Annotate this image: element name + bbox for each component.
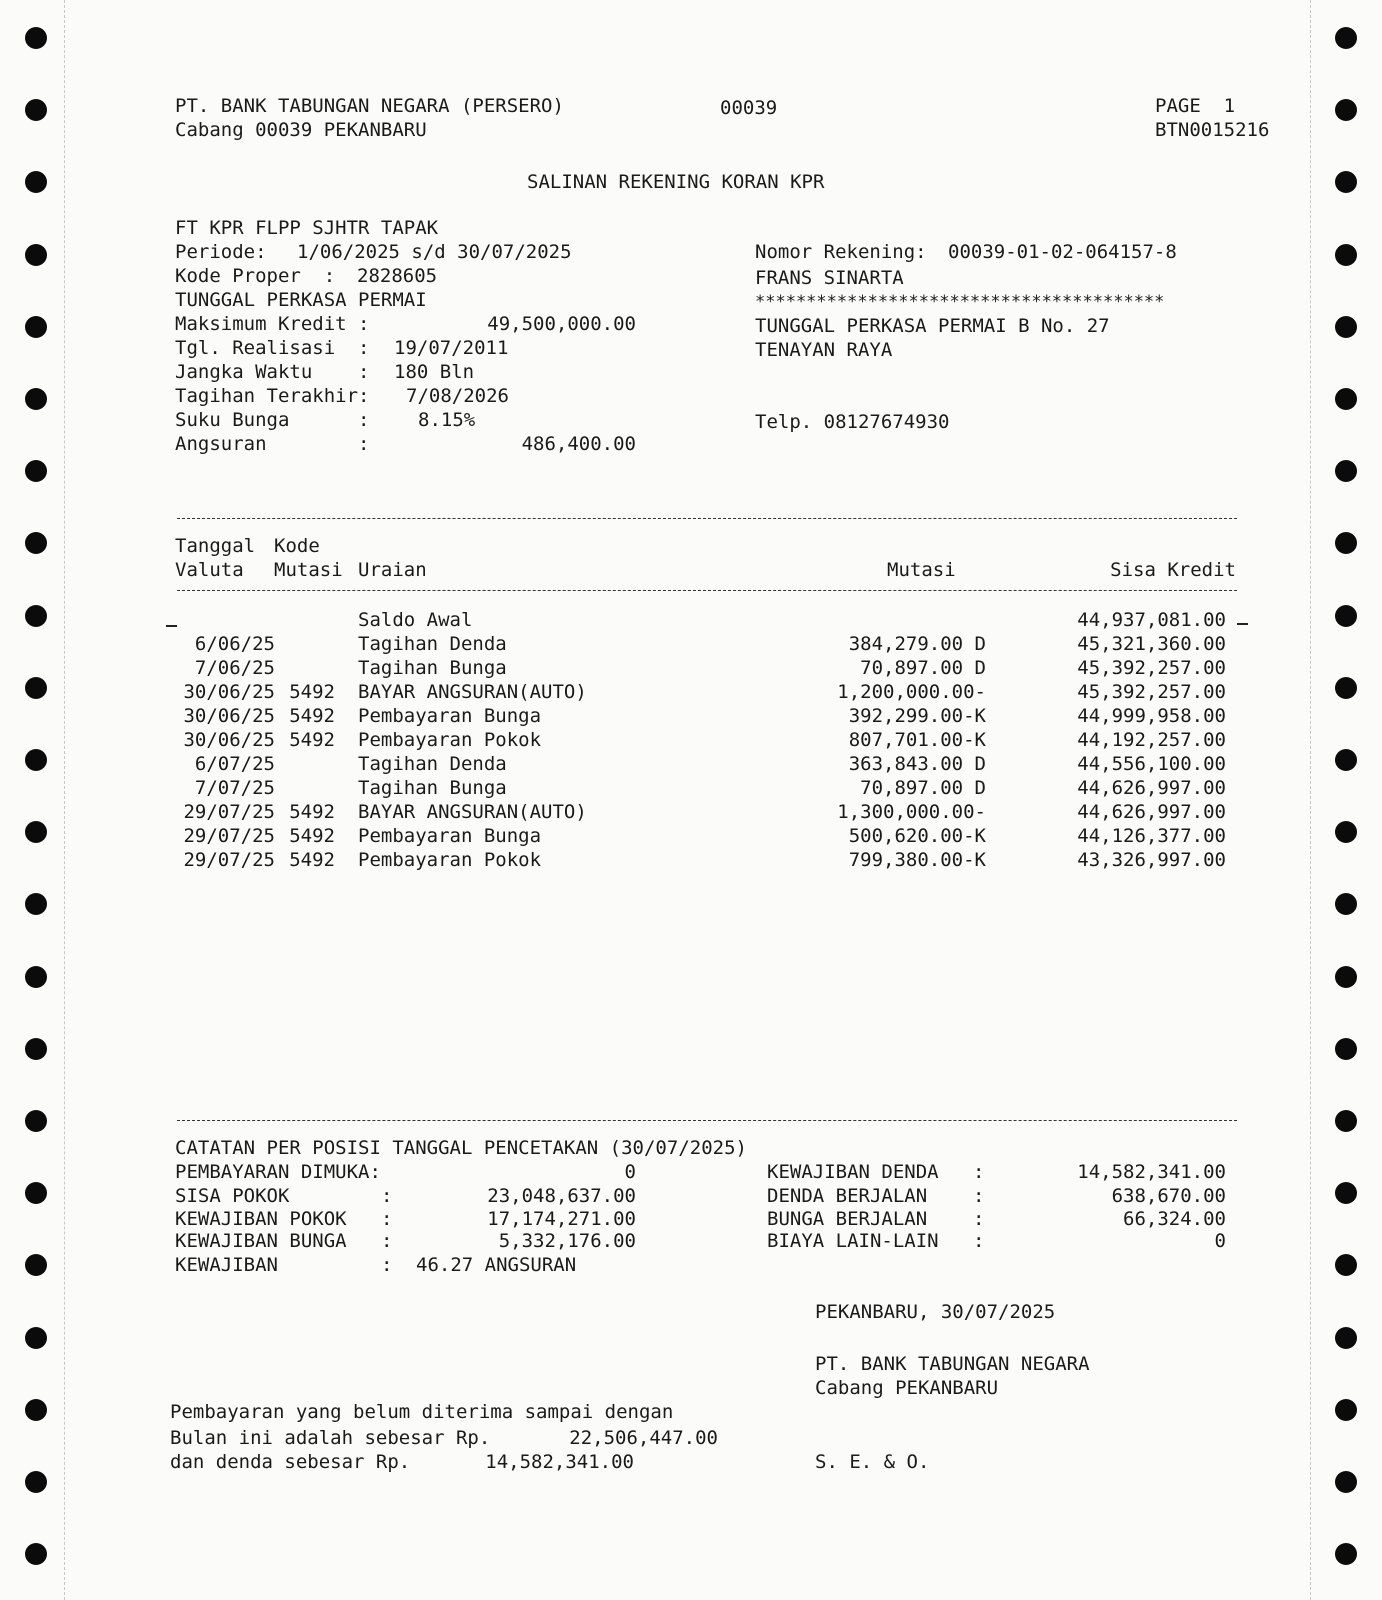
feed-hole-left [25,388,47,410]
table-row [0,800,1382,824]
feed-hole-right [1335,966,1357,988]
row-description: Saldo Awal [358,609,473,631]
row-mutasi: 392,299.00-K [848,705,986,727]
kewajiban-bunga-label: KEWAJIBAN BUNGA [175,1230,347,1252]
sisa-pokok-label: SISA POKOK [175,1185,290,1207]
row-mutasi: 384,279.00 D [848,633,986,655]
row-mutasi: 1,300,000.00- [837,801,986,823]
kewajiban-bunga-colon: : [381,1230,393,1252]
feed-hole-right [1335,244,1357,266]
table-row [0,728,1382,752]
row-mutasi: 500,620.00-K [848,825,986,847]
page-number: PAGE 1 [1155,95,1236,117]
feed-hole-right [1335,1543,1357,1565]
row-date: 29/07/25 [183,849,275,871]
biaya-lain-colon: : [973,1230,985,1252]
feed-hole-right [1335,1399,1357,1421]
feed-hole-left [25,1182,47,1204]
row-code: 5492 [289,705,335,727]
address-line-1: TUNGGAL PERKASA PERMAI B No. 27 [755,315,1110,337]
feed-hole-right [1335,99,1357,121]
feed-hole-left [25,1543,47,1565]
feed-hole-left [25,99,47,121]
denda-berjalan-label: DENDA BERJALAN [767,1185,928,1207]
row-date: 30/06/25 [183,681,275,703]
summary-title: CATATAN PER POSISI TANGGAL PENCETAKAN (30/07/2025) [175,1137,747,1159]
table-row [0,848,1382,872]
table-row [0,632,1382,656]
row-sisa-kredit: 44,626,997.00 [1077,801,1226,823]
address-line-2: TENAYAN RAYA [755,339,893,361]
feed-hole-right [1335,893,1357,915]
row-code: 5492 [289,825,335,847]
suku-bunga-value: 8.15% [418,409,476,431]
feed-hole-right [1335,1182,1357,1204]
col-mutasi: Mutasi [887,559,956,581]
table-top-rule [177,518,1237,519]
feed-hole-right [1335,388,1357,410]
saldo-marker-right [1237,623,1248,625]
kewajiban-denda-label: KEWAJIBAN DENDA [767,1161,939,1183]
tgl-realisasi-value: 19/07/2011 [394,337,509,359]
note-line-2-label: Bulan ini adalah sebesar Rp. [170,1427,491,1449]
row-sisa-kredit: 44,126,377.00 [1077,825,1226,847]
row-code: 5492 [289,849,335,871]
feed-hole-left [25,532,47,554]
col-sisa-kredit: Sisa Kredit [1110,559,1236,581]
row-date: 29/07/25 [183,801,275,823]
table-header-rule [177,590,1237,591]
row-code: 5492 [289,681,335,703]
note-line-3-label: dan denda sebesar Rp. [170,1451,411,1473]
row-sisa-kredit: 44,937,081.00 [1077,609,1226,631]
row-description: Pembayaran Pokok [358,849,542,871]
row-date: 7/06/25 [194,657,275,679]
row-sisa-kredit: 44,626,997.00 [1077,777,1226,799]
feed-hole-right [1335,532,1357,554]
note-line-1: Pembayaran yang belum diterima sampai dengan [170,1401,674,1423]
feed-hole-left [25,966,47,988]
row-date: 6/06/25 [194,633,275,655]
feed-hole-left [25,1254,47,1276]
feed-hole-right [1335,316,1357,338]
kewajiban-pokok-label: KEWAJIBAN POKOK [175,1208,347,1230]
biaya-lain-label: BIAYA LAIN-LAIN [767,1230,939,1252]
angsuran-label: Angsuran : [175,433,370,455]
col-mutasi-code: Mutasi [274,559,343,581]
kewajiban-value: 46.27 ANGSURAN [416,1254,577,1276]
product-name: FT KPR FLPP SJHTR TAPAK [175,217,439,239]
bunga-berjalan-value: 66,324.00 [1123,1208,1226,1230]
row-mutasi: 799,380.00-K [848,849,986,871]
kewajiban-pokok-colon: : [381,1208,393,1230]
bunga-berjalan-colon: : [973,1208,985,1230]
row-date: 29/07/25 [183,825,275,847]
feed-hole-left [25,460,47,482]
row-description: Pembayaran Bunga [358,705,542,727]
row-description: Tagihan Bunga [358,657,507,679]
feed-hole-right [1335,1471,1357,1493]
feed-hole-right [1335,1327,1357,1349]
telephone: Telp. 08127674930 [755,411,950,433]
pembayaran-dimuka-value: 0 [624,1161,636,1183]
saldo-marker-left [166,625,177,627]
feed-hole-left [25,1110,47,1132]
customer-name: FRANS SINARTA [755,267,904,289]
angsuran-value: 486,400.00 [521,433,636,455]
footer-branch: Cabang PEKANBARU [815,1377,999,1399]
project-name: TUNGGAL PERKASA PERMAI [175,289,427,311]
pembayaran-dimuka-label: PEMBAYARAN DIMUKA: [175,1161,381,1183]
tagihan-terakhir-value: 7/08/2026 [406,385,509,407]
kode-proper-value: 2828605 [357,265,438,287]
row-sisa-kredit: 45,392,257.00 [1077,681,1226,703]
bunga-berjalan-label: BUNGA BERJALAN [767,1208,928,1230]
row-date: 30/06/25 [183,705,275,727]
table-row [0,776,1382,800]
row-sisa-kredit: 44,556,100.00 [1077,753,1226,775]
feed-hole-right [1335,27,1357,49]
feed-hole-left [25,1399,47,1421]
row-sisa-kredit: 45,321,360.00 [1077,633,1226,655]
feed-hole-left [25,1327,47,1349]
kewajiban-denda-colon: : [973,1161,985,1183]
sisa-pokok-colon: : [381,1185,393,1207]
feed-hole-right [1335,171,1357,193]
suku-bunga-label: Suku Bunga : [175,409,370,431]
feed-hole-left [25,27,47,49]
note-line-3-value: 14,582,341.00 [485,1451,634,1473]
col-valuta: Valuta [175,559,244,581]
jangka-waktu-label: Jangka Waktu : [175,361,370,383]
masked-field: **************************************** [755,292,1165,312]
place-date: PEKANBARU, 30/07/2025 [815,1301,1056,1323]
row-mutasi: 70,897.00 D [860,777,986,799]
row-description: Pembayaran Bunga [358,825,542,847]
kode-proper-label: Kode Proper : [175,265,336,287]
document-title: SALINAN REKENING KORAN KPR [527,171,825,193]
kewajiban-denda-value: 14,582,341.00 [1077,1161,1226,1183]
feed-hole-right [1335,1038,1357,1060]
row-code: 5492 [289,729,335,751]
table-row [0,656,1382,680]
nomor-rekening-label: Nomor Rekening: [755,241,927,263]
row-date: 7/07/25 [194,777,275,799]
table-row [0,704,1382,728]
branch-code: 00039 [720,97,778,119]
row-description: Tagihan Denda [358,633,507,655]
row-description: BAYAR ANGSURAN(AUTO) [358,801,587,823]
row-sisa-kredit: 43,326,997.00 [1077,849,1226,871]
table-row [0,752,1382,776]
tagihan-terakhir-label: Tagihan Terakhir: [175,385,370,407]
row-sisa-kredit: 44,192,257.00 [1077,729,1226,751]
summary-rule [177,1120,1237,1121]
table-row [0,608,1382,632]
row-description: Tagihan Denda [358,753,507,775]
feed-hole-right [1335,460,1357,482]
col-kode: Kode [274,535,320,557]
row-code: 5492 [289,801,335,823]
sisa-pokok-value: 23,048,637.00 [487,1185,636,1207]
row-sisa-kredit: 44,999,958.00 [1077,705,1226,727]
seo-note: S. E. & O. [815,1451,930,1473]
col-uraian: Uraian [358,559,427,581]
document-code: BTN0015216 [1155,119,1270,141]
row-date: 6/07/25 [194,753,275,775]
feed-hole-left [25,244,47,266]
kewajiban-colon: : [381,1254,393,1276]
row-mutasi: 363,843.00 D [848,753,986,775]
tgl-realisasi-label: Tgl. Realisasi : [175,337,370,359]
col-tanggal: Tanggal [175,535,256,557]
feed-hole-left [25,1038,47,1060]
periode-label: Periode: [175,241,267,263]
denda-berjalan-colon: : [973,1185,985,1207]
feed-hole-left [25,1471,47,1493]
note-line-2-value: 22,506,447.00 [569,1427,718,1449]
table-row [0,680,1382,704]
row-mutasi: 70,897.00 D [860,657,986,679]
row-date: 30/06/25 [183,729,275,751]
row-mutasi: 807,701.00-K [848,729,986,751]
footer-bank: PT. BANK TABUNGAN NEGARA [815,1353,1090,1375]
kewajiban-bunga-value: 5,332,176.00 [498,1230,636,1252]
feed-hole-left [25,316,47,338]
row-description: Pembayaran Pokok [358,729,542,751]
kewajiban-label: KEWAJIBAN [175,1254,278,1276]
jangka-waktu-value: 180 Bln [394,361,475,383]
feed-hole-left [25,893,47,915]
denda-berjalan-value: 638,670.00 [1111,1185,1226,1207]
bank-name: PT. BANK TABUNGAN NEGARA (PERSERO) [175,95,564,117]
row-sisa-kredit: 45,392,257.00 [1077,657,1226,679]
row-description: BAYAR ANGSURAN(AUTO) [358,681,587,703]
maks-kredit-label: Maksimum Kredit : [175,313,370,335]
feed-hole-left [25,171,47,193]
row-description: Tagihan Bunga [358,777,507,799]
nomor-rekening-value: 00039-01-02-064157-8 [948,241,1177,263]
branch-line: Cabang 00039 PEKANBARU [175,119,427,141]
periode-value: 1/06/2025 s/d 30/07/2025 [297,241,572,263]
feed-hole-right [1335,1110,1357,1132]
biaya-lain-value: 0 [1214,1230,1226,1252]
maks-kredit-value: 49,500,000.00 [487,313,636,335]
table-row [0,824,1382,848]
kewajiban-pokok-value: 17,174,271.00 [487,1208,636,1230]
feed-hole-right [1335,1254,1357,1276]
row-mutasi: 1,200,000.00- [837,681,986,703]
